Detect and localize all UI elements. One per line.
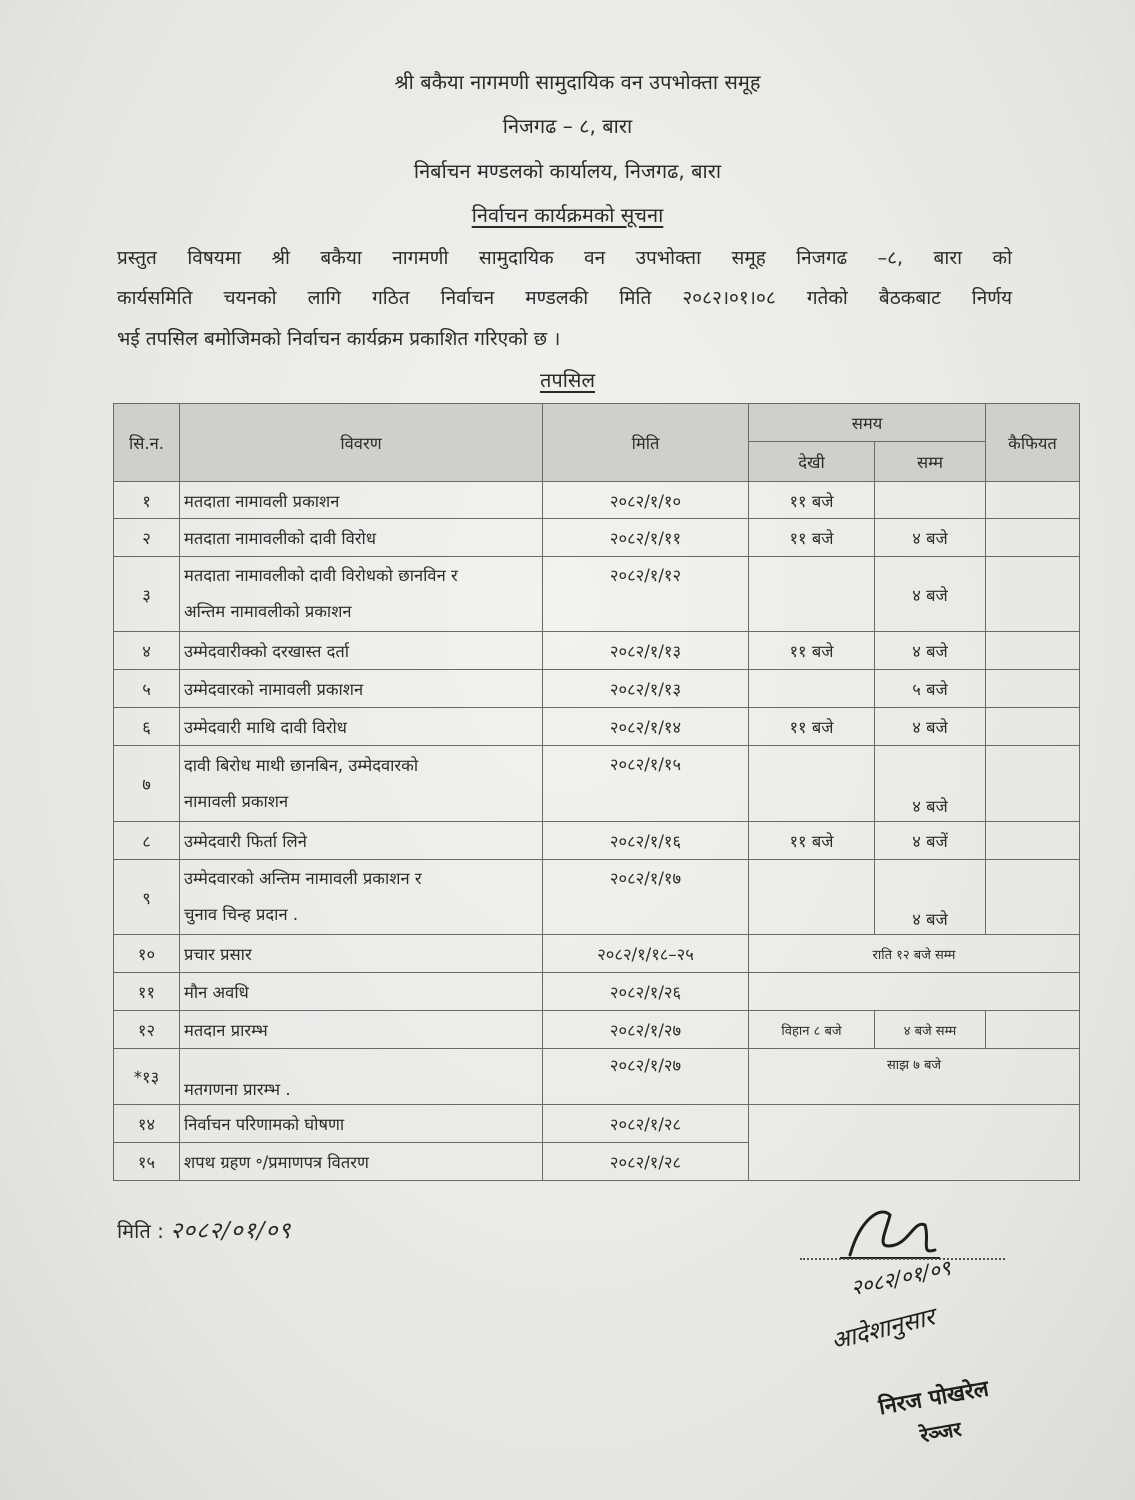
row-sn: १४ <box>114 1105 180 1143</box>
row-date: २०८२/१/१६ <box>543 822 749 860</box>
row-date: २०८२/१/११ <box>543 519 749 557</box>
row-remarks <box>986 670 1080 708</box>
schedule-table <box>113 403 1080 1181</box>
signatory-title: रेञ्जर <box>918 1416 964 1448</box>
row-date: २०८२/१/१२ <box>543 557 749 632</box>
table-row <box>114 708 1080 746</box>
header-remarks: कैफियत <box>986 404 1080 482</box>
row-to: ४ बजे <box>875 519 986 557</box>
row-detail-line-2: अन्तिम नामावलीको प्रकाशन <box>184 602 352 621</box>
row-date: २०८२/१/२६ <box>543 973 749 1011</box>
row-detail-line-1: दावी बिरोध माथी छानबिन, उम्मेदवारको <box>184 755 419 775</box>
row-to: ४ बजें <box>875 822 986 860</box>
row-detail: मतदाता नामावलीको दावी विरोध <box>180 519 543 557</box>
org-name: श्री बकैया नागमणी सामुदायिक वन उपभोक्ता समूह <box>394 70 761 94</box>
row-from: ११ बजे <box>749 822 875 860</box>
table-row <box>114 1049 1080 1105</box>
row-date: २०८२/१/१५ <box>543 746 749 822</box>
row-date: २०८२/१/१३ <box>543 670 749 708</box>
row-remarks <box>986 482 1080 519</box>
row-detail-line-1: मतदाता नामावलीको दावी विरोधको छानविन र <box>184 566 458 585</box>
table-row <box>114 519 1080 557</box>
signature-line <box>800 1258 1005 1260</box>
row-to: ५ बजे <box>875 670 986 708</box>
row-sn: १० <box>114 935 180 973</box>
body-line-1: प्रस्तुत विषयमा श्री बकैया नागमणी सामुदायिक वन उपभोक्ता समूह निजगढ –८, बारा को <box>117 247 1012 269</box>
row-detail: उम्मेदवारी माथि दावी विरोध <box>180 708 543 746</box>
row-from <box>749 860 875 935</box>
issue-date <box>117 1213 291 1245</box>
row-detail: मतदान प्रारम्भ <box>180 1011 543 1049</box>
row-date: २०८२/१/१७ <box>543 860 749 935</box>
row-to: ४ बजे <box>875 708 986 746</box>
row-detail: शपथ ग्रहण ॰/प्रमाणपत्र वितरण <box>180 1143 543 1181</box>
row-remarks <box>986 860 1080 935</box>
header-detail: विवरण <box>180 404 543 482</box>
notice-title: निर्वाचन कार्यक्रमको सूचना <box>471 203 664 227</box>
row-sn: १२ <box>114 1011 180 1049</box>
row-to: ४ बजे <box>875 746 986 822</box>
table-row <box>114 973 1080 1011</box>
table-row <box>114 860 1080 935</box>
row-detail: उम्मेदवारको नामावली प्रकाशन <box>180 670 543 708</box>
row-from: ११ बजे <box>749 708 875 746</box>
row-sn: ४ <box>114 632 180 670</box>
row-time-span: साझ ७ बजे <box>749 1049 1080 1105</box>
row-remarks <box>986 708 1080 746</box>
row-to: ४ बजे सम्म <box>875 1011 986 1049</box>
row-remarks <box>986 746 1080 822</box>
row-to: ४ बजे <box>875 632 986 670</box>
table-row <box>114 557 1080 632</box>
row-date: २०८२/१/२७ <box>543 1049 749 1105</box>
row-time-span <box>749 1105 1080 1181</box>
table-row <box>114 1011 1080 1049</box>
row-sn: ९ <box>114 860 180 935</box>
row-remarks <box>986 557 1080 632</box>
schedule-title: तपसिल <box>539 368 596 392</box>
row-detail-line-2: नामावली प्रकाशन <box>184 791 289 811</box>
row-sn: २ <box>114 519 180 557</box>
row-time-span <box>749 973 1080 1011</box>
row-date: २०८२/१/२७ <box>543 1011 749 1049</box>
row-from: ११ बजे <box>749 632 875 670</box>
header-from: देखी <box>749 442 875 482</box>
table-row <box>114 935 1080 973</box>
header-to: सम्म <box>875 442 986 482</box>
row-detail: मतदाता नामावली प्रकाशन <box>180 482 543 519</box>
row-from: ११ बजे <box>749 482 875 519</box>
row-remarks <box>986 632 1080 670</box>
row-detail <box>180 860 543 935</box>
row-from <box>749 746 875 822</box>
row-detail: मतगणना प्रारम्भ . <box>180 1049 543 1105</box>
table-row <box>114 822 1080 860</box>
row-date: २०८२/१/१८–२५ <box>543 935 749 973</box>
table-row <box>114 482 1080 519</box>
row-sn: १५ <box>114 1143 180 1181</box>
row-detail <box>180 746 543 822</box>
row-date: २०८२/१/१४ <box>543 708 749 746</box>
header-date: मिति <box>543 404 749 482</box>
row-date: २०८२/१/२८ <box>543 1143 749 1181</box>
row-detail: उम्मेदवारीक्को दरखास्त दर्ता <box>180 632 543 670</box>
signature-order: आदेशानुसार <box>828 1302 938 1356</box>
row-detail-line-2: चुनाव चिन्ह प्रदान . <box>184 905 299 924</box>
issue-date-label: मिति : <box>117 1219 164 1243</box>
row-sn: ६ <box>114 708 180 746</box>
signatory-name: निरज पोखरेल <box>876 1375 991 1421</box>
row-remarks <box>986 1011 1080 1049</box>
row-from <box>749 557 875 632</box>
header-sn: सि.न. <box>114 404 180 482</box>
office-name: निर्बाचन मण्डलको कार्यालय, निजगढ, बारा <box>413 159 722 183</box>
row-sn: ११ <box>114 973 180 1011</box>
row-detail: मौन अवधि <box>180 973 543 1011</box>
body-line-2: कार्यसमिति चयनको लागि गठित निर्वाचन मण्डलकी मिति २०८२।०१।०८ गतेको बैठकबाट निर्णय <box>117 287 1012 309</box>
signature-date: २०८२/०१/०९ <box>848 1255 953 1301</box>
row-to: ४ बजे <box>875 860 986 935</box>
row-to: ४ बजे <box>875 557 986 632</box>
row-to <box>875 482 986 519</box>
row-detail: उम्मेदवारी फिर्ता लिने <box>180 822 543 860</box>
row-sn: ५ <box>114 670 180 708</box>
row-sn: ८ <box>114 822 180 860</box>
header-time: समय <box>749 404 986 442</box>
row-remarks <box>986 519 1080 557</box>
row-time-span: राति १२ बजे सम्म <box>749 935 1080 973</box>
issue-date-value: २०८२/०१/०९ <box>170 1218 292 1244</box>
row-remarks <box>986 822 1080 860</box>
row-sn: १ <box>114 482 180 519</box>
row-detail-line-1: उम्मेदवारको अन्तिम नामावली प्रकाशन र <box>184 869 422 888</box>
row-sn: ३ <box>114 557 180 632</box>
row-from: ११ बजे <box>749 519 875 557</box>
table-row <box>114 1105 1080 1143</box>
row-detail: प्रचार प्रसार <box>180 935 543 973</box>
row-detail: निर्वाचन परिणामको घोषणा <box>180 1105 543 1143</box>
org-address: निजगढ – ८, बारा <box>502 114 633 138</box>
body-line-3: भई तपसिल बमोजिमको निर्वाचन कार्यक्रम प्रकाशित गरिएको छ । <box>117 328 561 350</box>
table-row <box>114 670 1080 708</box>
row-from: विहान ८ बजे <box>749 1011 875 1049</box>
row-date: २०८२/१/१० <box>543 482 749 519</box>
table-row <box>114 632 1080 670</box>
row-sn: *१३ <box>114 1049 180 1105</box>
row-date: २०८२/१/१३ <box>543 632 749 670</box>
row-detail <box>180 557 543 632</box>
row-sn: ७ <box>114 746 180 822</box>
row-from <box>749 670 875 708</box>
table-row <box>114 746 1080 822</box>
row-date: २०८२/१/२८ <box>543 1105 749 1143</box>
